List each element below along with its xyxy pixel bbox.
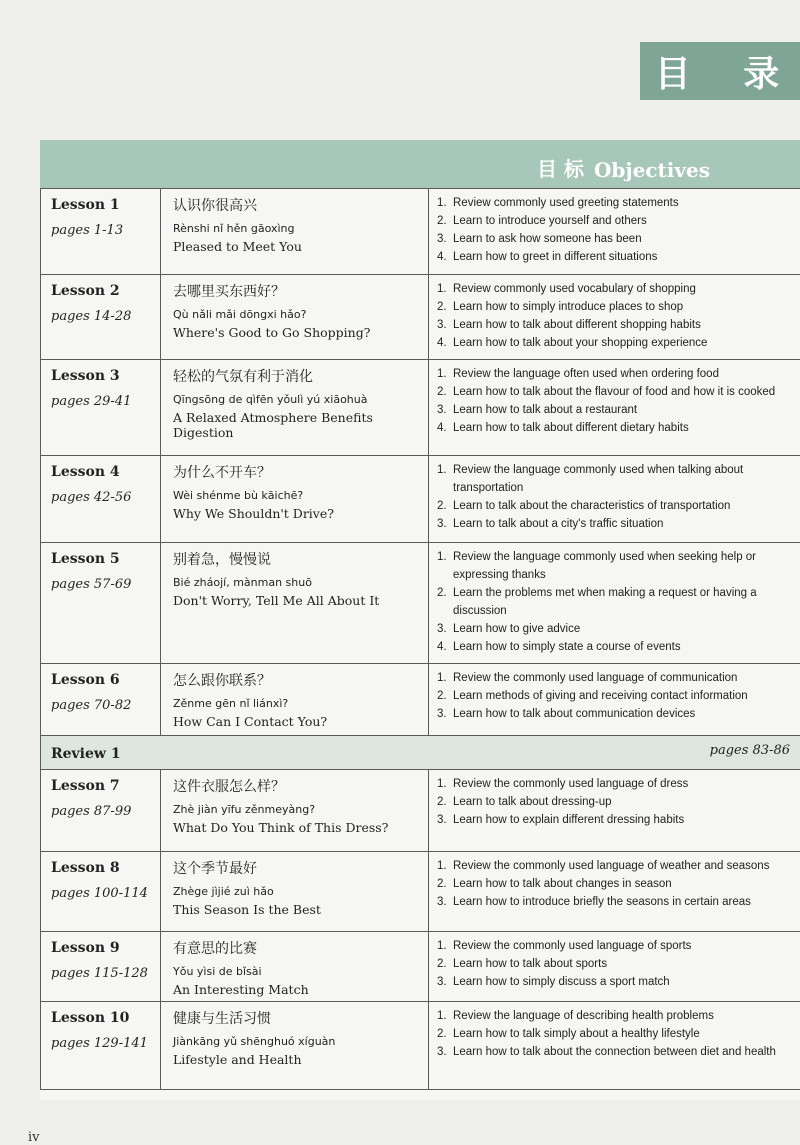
objective-text: Review the commonly used language of sports	[453, 940, 692, 952]
lesson-title-en: Where's Good to Go Shopping?	[173, 325, 371, 340]
lesson-title-en: An Interesting Match	[173, 982, 309, 997]
lesson-row	[41, 456, 800, 543]
objectives-list	[437, 280, 794, 352]
objectives-list	[437, 194, 794, 266]
lesson-name: Lesson 9	[51, 940, 120, 956]
objective-text: Review the commonly used language of dress	[453, 778, 689, 790]
title-cell	[161, 189, 429, 275]
lesson-title-zh: 怎么跟你联系？	[173, 673, 271, 689]
objective-item: 4. Learn how to talk about your shopping experience	[437, 337, 708, 349]
lesson-title-zh: 这件衣服怎么样？	[173, 779, 285, 795]
objectives-cell	[429, 932, 800, 1002]
objective-text: Learn how to explain different dressing habits	[453, 814, 685, 826]
lesson-pages: pages 100-114	[51, 886, 148, 901]
objective-item: 2. Learn how to talk about the flavour of food and how it is cooked	[437, 386, 776, 398]
toc-table	[40, 140, 800, 1100]
objective-item: 2. Learn to talk about the characteristics of transportation	[437, 500, 731, 512]
objective-item: 1. Review the commonly used language of communication	[437, 672, 738, 684]
lesson-pages: pages 87-99	[51, 804, 132, 819]
objective-text: Learn how to talk about communication devices	[453, 708, 696, 720]
objectives-list	[437, 1007, 794, 1061]
header-zh: 目 标	[537, 157, 584, 181]
lesson-title-pinyin: Jiànkāng yǔ shēnghuó xíguàn	[173, 1035, 336, 1048]
lesson-title-pinyin: Qīngsōng de qìfēn yǒulì yú xiāohuà	[173, 393, 368, 406]
objective-item: 3. Learn how to simply discuss a sport match	[437, 976, 670, 988]
title-cell	[161, 360, 429, 456]
objectives-cell	[429, 770, 800, 852]
lesson-cell	[41, 360, 161, 456]
lesson-name: Lesson 5	[51, 551, 120, 567]
objective-item: 3. Learn to ask how someone has been	[437, 233, 642, 245]
objective-text: Review the language often used when ordering food	[453, 368, 719, 380]
lesson-row	[41, 664, 800, 736]
lesson-title-en: This Season Is the Best	[173, 902, 321, 917]
review-cell	[41, 736, 800, 770]
objective-item: 1. Review the language commonly used when talking about transportation	[437, 464, 744, 494]
objective-item: 3. Learn how to give advice	[437, 623, 581, 635]
lesson-pages: pages 29-41	[51, 394, 132, 409]
lesson-title-zh: 轻松的气氛有利于消化	[173, 369, 313, 385]
objective-item: 3. Learn how to explain different dressing habits	[437, 814, 685, 826]
objective-item: 3. Learn how to introduce briefly the seasons in certain areas	[437, 896, 751, 908]
objective-item: 3. Learn how to talk about different shopping habits	[437, 319, 701, 331]
objective-text: Review commonly used vocabulary of shopping	[453, 283, 696, 295]
title-cell	[161, 852, 429, 932]
objective-item: 1. Review the language often used when ordering food	[437, 368, 719, 380]
lesson-row	[41, 852, 800, 932]
lesson-name: Lesson 6	[51, 672, 120, 688]
objective-item: 2. Learn the problems met when making a request or having a discussion	[437, 587, 757, 617]
objective-text: Learn how to simply state a course of events	[453, 641, 681, 653]
lesson-pages: pages 115-128	[51, 966, 148, 981]
objective-item: 2. Learn methods of giving and receiving contact information	[437, 690, 748, 702]
objectives-list	[437, 937, 794, 991]
objectives-cell	[429, 852, 800, 932]
lesson-title-pinyin: Zhè jiàn yīfu zěnmeyàng?	[173, 803, 316, 816]
lesson-title-en: How Can I Contact You?	[173, 714, 328, 729]
objectives-cell	[429, 189, 800, 275]
title-cell	[161, 664, 429, 736]
review-row	[41, 736, 800, 770]
objectives-cell	[429, 275, 800, 360]
objective-text: Learn to talk about a city's traffic situation	[453, 518, 664, 530]
lesson-title-en: Don't Worry, Tell Me All About It	[173, 593, 380, 608]
objective-text: Learn how to talk about the connection between diet and health	[453, 1046, 776, 1058]
objective-text: Learn how to give advice	[453, 623, 581, 635]
objective-text: Learn how to simply discuss a sport match	[453, 976, 670, 988]
lesson-title-zh: 去哪里买东西好？	[173, 284, 285, 300]
objectives-cell	[429, 1002, 800, 1090]
lesson-cell	[41, 932, 161, 1002]
objective-item: 2. Learn how to talk about sports	[437, 958, 608, 970]
lesson-row	[41, 360, 800, 456]
lesson-name: Lesson 3	[51, 368, 120, 384]
objectives-list	[437, 775, 794, 829]
objectives-cell	[429, 456, 800, 543]
objectives-list	[437, 461, 794, 533]
objective-text: Learn methods of giving and receiving contact information	[453, 690, 748, 702]
objective-item: 2. Learn how to simply introduce places to shop	[437, 301, 684, 313]
lesson-cell	[41, 543, 161, 664]
title-cell	[161, 543, 429, 664]
objective-text: Review the language commonly used when talking about transportation	[453, 464, 744, 494]
objective-text: Learn how to talk about the flavour of food and how it is cooked	[453, 386, 776, 398]
objective-item: 1. Review the commonly used language of sports	[437, 940, 692, 952]
objective-text: Learn to talk about the characteristics of transportation	[453, 500, 731, 512]
objective-text: Learn how to talk about different shopping habits	[453, 319, 701, 331]
lesson-title-pinyin: Wèi shénme bù kāichē?	[173, 489, 304, 502]
objectives-cell	[429, 360, 800, 456]
lesson-cell	[41, 770, 161, 852]
lesson-title-en: Lifestyle and Health	[173, 1052, 302, 1067]
lesson-pages: pages 129-141	[51, 1036, 148, 1051]
lesson-name: Lesson 7	[51, 778, 120, 794]
objective-text: Learn how to greet in different situations	[453, 251, 658, 263]
objective-text: Review the commonly used language of weather and seasons	[453, 860, 770, 872]
lesson-cell	[41, 852, 161, 932]
objective-item: 1. Review the commonly used language of weather and seasons	[437, 860, 770, 872]
objective-text: Learn the problems met when making a request or having a discussion	[453, 587, 757, 617]
objectives-list	[437, 365, 794, 437]
objective-item: 4. Learn how to talk about different dietary habits	[437, 422, 689, 434]
objective-text: Learn how to simply introduce places to shop	[453, 301, 684, 313]
objective-text: Learn to ask how someone has been	[453, 233, 642, 245]
lesson-title-zh: 为什么不开车？	[173, 465, 271, 481]
lesson-cell	[41, 456, 161, 543]
header-en: Objectives	[594, 158, 710, 182]
objectives-cell	[429, 664, 800, 736]
objective-text: Learn to talk about dressing-up	[453, 796, 612, 808]
objective-text: Review commonly used greeting statements	[453, 197, 679, 209]
lesson-row	[41, 275, 800, 360]
objective-item: 1. Review commonly used vocabulary of shopping	[437, 283, 696, 295]
review-name: Review 1	[51, 746, 121, 762]
objective-text: Learn how to talk about changes in season	[453, 878, 672, 890]
lesson-name: Lesson 1	[51, 197, 120, 213]
objective-item: 1. Review the commonly used language of dress	[437, 778, 689, 790]
objective-item: 2. Learn to talk about dressing-up	[437, 796, 612, 808]
lesson-row	[41, 932, 800, 1002]
lesson-pages: pages 57-69	[51, 577, 132, 592]
lesson-cell	[41, 664, 161, 736]
objective-item: 2. Learn how to talk about changes in season	[437, 878, 672, 890]
lesson-title-en: What Do You Think of This Dress?	[173, 820, 389, 835]
lesson-pages: pages 70-82	[51, 698, 132, 713]
page-title: 目 录	[640, 42, 800, 100]
title-cell	[161, 932, 429, 1002]
objectives-list	[437, 669, 794, 723]
objective-item: 1. Review the language commonly used when seeking help or expressing thanks	[437, 551, 757, 581]
lesson-title-zh: 健康与生活习惯	[173, 1011, 271, 1027]
review-pages: pages 83-86	[709, 743, 790, 758]
objective-item: 2. Learn how to talk simply about a healthy lifestyle	[437, 1028, 700, 1040]
title-cell	[161, 1002, 429, 1090]
objective-text: Learn to introduce yourself and others	[453, 215, 647, 227]
lesson-row	[41, 1002, 800, 1090]
objective-text: Review the language commonly used when seeking help or expressing thanks	[453, 551, 757, 581]
lesson-cell	[41, 275, 161, 360]
lesson-title-pinyin: Yǒu yìsi de bǐsài	[173, 965, 262, 978]
lesson-title-en: A Relaxed Atmosphere Benefits Digestion	[173, 410, 373, 440]
objective-item: 3. Learn to talk about a city's traffic situation	[437, 518, 664, 530]
lesson-title-zh: 认识你很高兴	[173, 198, 257, 214]
lesson-title-zh: 别着急，慢慢说	[173, 552, 271, 568]
lesson-title-pinyin: Zěnme gēn nǐ liánxì?	[173, 697, 289, 710]
lesson-name: Lesson 10	[51, 1010, 130, 1026]
lesson-pages: pages 42-56	[51, 490, 132, 505]
lesson-title-en: Pleased to Meet You	[173, 239, 302, 254]
objective-item: 3. Learn how to talk about communication devices	[437, 708, 696, 720]
lesson-cell	[41, 1002, 161, 1090]
objectives-header	[40, 140, 800, 188]
lesson-pages: pages 14-28	[51, 309, 132, 324]
lesson-title-pinyin: Zhège jìjié zuì hǎo	[173, 885, 274, 898]
objective-text: Learn how to talk simply about a healthy lifestyle	[453, 1028, 700, 1040]
lesson-title-zh: 这个季节最好	[173, 861, 257, 877]
lesson-row	[41, 189, 800, 275]
lesson-title-pinyin: Rènshi nǐ hěn gāoxìng	[173, 222, 295, 235]
lesson-name: Lesson 4	[51, 464, 120, 480]
lesson-name: Lesson 8	[51, 860, 120, 876]
page-number: iv	[28, 1130, 40, 1145]
lesson-title-en: Why We Shouldn't Drive?	[173, 506, 334, 521]
objectives-list	[437, 857, 794, 911]
lessons-table	[40, 188, 800, 1090]
lesson-title-pinyin: Qù nǎli mǎi dōngxi hǎo?	[173, 308, 307, 321]
objective-text: Review the commonly used language of communication	[453, 672, 738, 684]
lesson-title-pinyin: Bié zháojí, mànman shuō	[173, 576, 312, 589]
title-cell	[161, 275, 429, 360]
lesson-row	[41, 770, 800, 852]
objective-item: 3. Learn how to talk about the connection between diet and health	[437, 1046, 776, 1058]
objective-item: 1. Review commonly used greeting statements	[437, 197, 679, 209]
objective-item: 1. Review the language of describing health problems	[437, 1010, 714, 1022]
lesson-title-zh: 有意思的比赛	[173, 941, 257, 957]
objective-item: 3. Learn how to talk about a restaurant	[437, 404, 638, 416]
lesson-name: Lesson 2	[51, 283, 120, 299]
title-cell	[161, 456, 429, 543]
lesson-pages: pages 1-13	[51, 223, 124, 238]
objective-item: 4. Learn how to simply state a course of events	[437, 641, 681, 653]
objective-text: Learn how to talk about a restaurant	[453, 404, 638, 416]
objectives-cell	[429, 543, 800, 664]
objectives-list	[437, 548, 794, 656]
lesson-row	[41, 543, 800, 664]
objective-text: Learn how to talk about your shopping experience	[453, 337, 708, 349]
objective-text: Learn how to introduce briefly the seasons in certain areas	[453, 896, 751, 908]
lesson-cell	[41, 189, 161, 275]
objective-text: Review the language of describing health problems	[453, 1010, 714, 1022]
objective-item: 2. Learn to introduce yourself and others	[437, 215, 647, 227]
objective-text: Learn how to talk about different dietary habits	[453, 422, 689, 434]
objective-item: 4. Learn how to greet in different situations	[437, 251, 658, 263]
objective-text: Learn how to talk about sports	[453, 958, 608, 970]
title-cell	[161, 770, 429, 852]
